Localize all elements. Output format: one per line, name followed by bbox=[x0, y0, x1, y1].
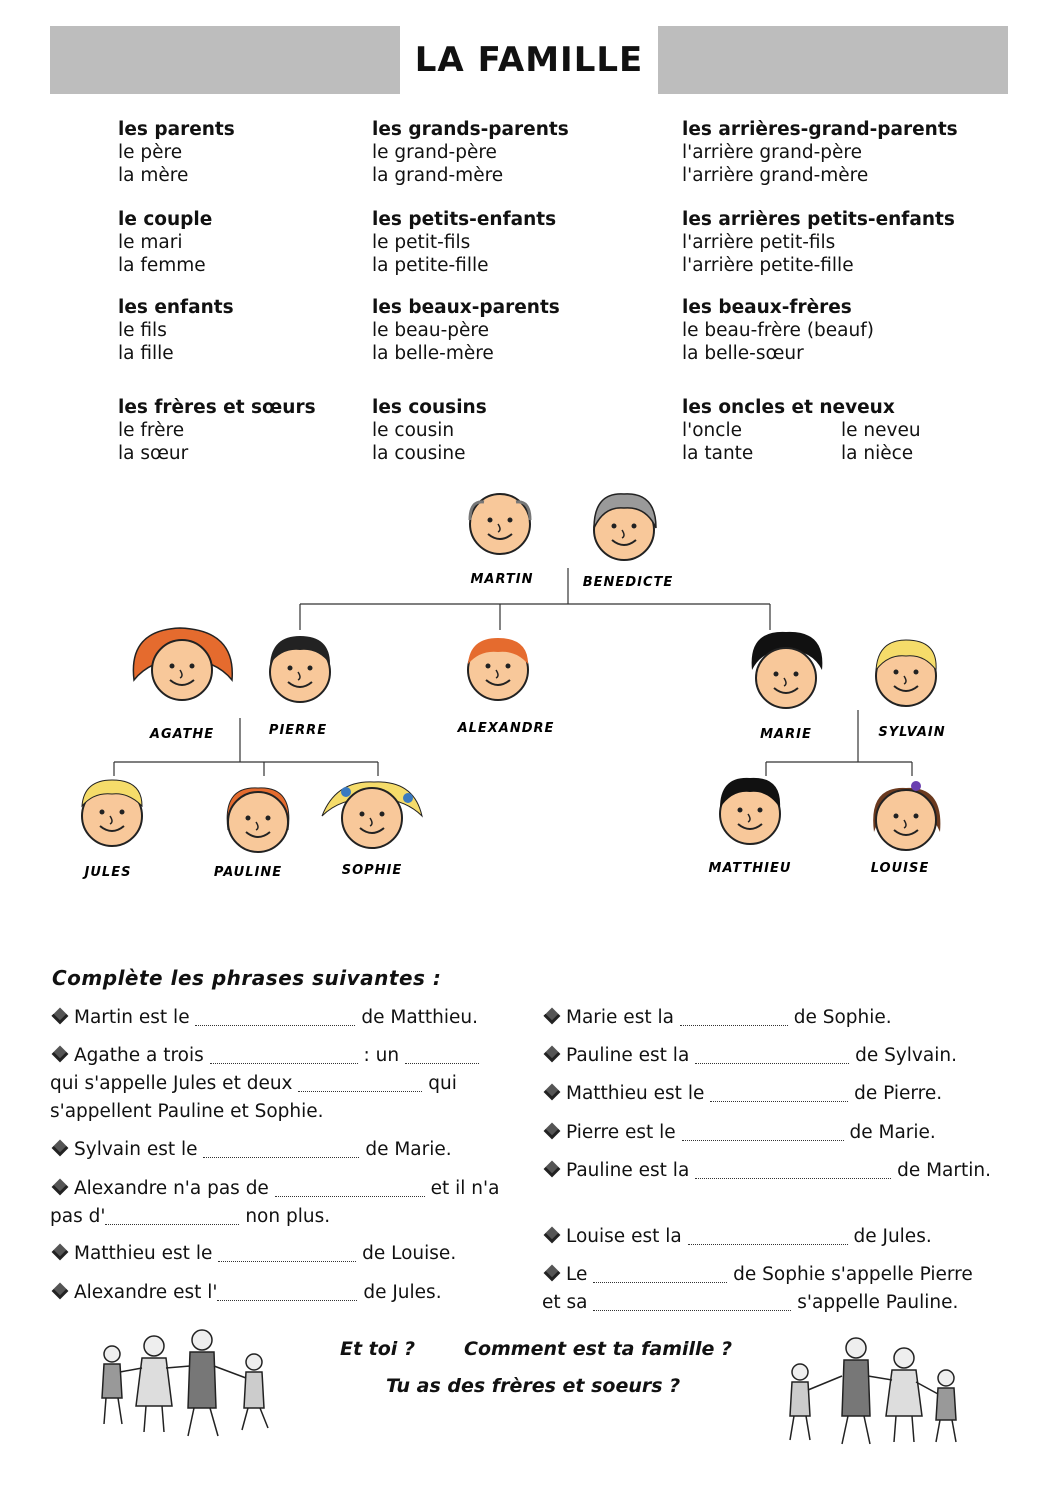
vocab-enfants bbox=[118, 296, 234, 365]
vocab-heading: les grands-parents bbox=[372, 119, 569, 140]
vocab-line: la belle-mère bbox=[372, 343, 494, 364]
exercise-title: Complète les phrases suivantes : bbox=[52, 966, 442, 990]
vocab-heading: les beaux-parents bbox=[372, 297, 560, 318]
exercise-right-2: Pauline est la de Sylvain. bbox=[542, 1042, 1022, 1070]
name-sylvain: SYLVAIN bbox=[878, 725, 946, 740]
face-pauline-icon bbox=[227, 788, 289, 852]
exercise-left-4: Alexandre n'a pas de et il n'a pas d' non plus. bbox=[50, 1178, 500, 1227]
vocab-line: la cousine bbox=[372, 443, 466, 464]
bullet-icon bbox=[544, 1046, 561, 1063]
answer-blank[interactable] bbox=[203, 1139, 359, 1158]
answer-blank[interactable] bbox=[217, 1282, 357, 1301]
footer-question-3: Tu as des frères et soeurs ? bbox=[386, 1375, 681, 1397]
exercise-right-7: Le de Sophie s'appelle Pierre et sa s'appelle Pauline. bbox=[542, 1264, 973, 1313]
vocab-cousins bbox=[372, 396, 487, 465]
answer-blank[interactable] bbox=[680, 1007, 788, 1026]
vocab-heading: les petits-enfants bbox=[372, 209, 557, 230]
bullet-icon bbox=[544, 1265, 561, 1282]
face-louise-icon bbox=[873, 781, 940, 850]
vocab-arrieres-petits-enfants bbox=[682, 208, 955, 277]
vocab-heading: les beaux-frères bbox=[682, 297, 852, 318]
name-louise: LOUISE bbox=[870, 861, 930, 876]
bullet-icon bbox=[52, 1283, 69, 1300]
vocab-line: la tante bbox=[682, 443, 754, 464]
vocab-heading: les cousins bbox=[372, 397, 487, 418]
vocab-line: le mari bbox=[118, 232, 183, 253]
vocab-line: la mère bbox=[118, 165, 189, 186]
vocab-line: le petit-fils bbox=[372, 232, 471, 253]
answer-blank[interactable] bbox=[298, 1073, 422, 1092]
exercise-right-6: Louise est la de Jules. bbox=[542, 1223, 1022, 1251]
vocab-line: la grand-mère bbox=[372, 165, 504, 186]
answer-blank[interactable] bbox=[405, 1045, 479, 1064]
vocab-petits-enfants bbox=[372, 208, 556, 277]
vocab-line: la fille bbox=[118, 343, 174, 364]
vocab-heading: les arrières petits-enfants bbox=[682, 209, 955, 230]
footer-question-2: Comment est ta famille ? bbox=[464, 1338, 733, 1360]
vocab-line: la petite-fille bbox=[372, 255, 489, 276]
answer-blank[interactable] bbox=[218, 1243, 356, 1262]
bullet-icon bbox=[544, 1084, 561, 1101]
title-bar-left bbox=[50, 26, 400, 94]
name-jules: JULES bbox=[84, 865, 132, 880]
answer-blank[interactable] bbox=[710, 1083, 848, 1102]
vocab-line: l'arrière grand-père bbox=[682, 142, 862, 163]
vocab-oncles-neveux bbox=[682, 396, 921, 465]
vocab-parents bbox=[118, 118, 235, 187]
bullet-icon bbox=[52, 1179, 69, 1196]
exercise-right-1: Marie est la de Sophie. bbox=[542, 1004, 1022, 1032]
bullet-icon bbox=[544, 1161, 561, 1178]
vocab-beaux-parents bbox=[372, 296, 560, 365]
answer-blank[interactable] bbox=[593, 1264, 727, 1283]
answer-blank[interactable] bbox=[688, 1226, 848, 1245]
vocab-line: le neveu bbox=[841, 420, 921, 441]
answer-blank[interactable] bbox=[593, 1292, 791, 1311]
name-pierre: PIERRE bbox=[268, 723, 328, 738]
answer-blank[interactable] bbox=[682, 1122, 844, 1141]
answer-blank[interactable] bbox=[105, 1206, 239, 1225]
bullet-icon bbox=[544, 1123, 561, 1140]
face-alexandre-icon bbox=[468, 638, 528, 700]
vocab-heading: les arrières-grand-parents bbox=[682, 119, 958, 140]
vocab-line: le frère bbox=[118, 420, 185, 441]
page-title: LA FAMILLE bbox=[400, 26, 658, 94]
bullet-icon bbox=[52, 1008, 69, 1025]
vocab-row bbox=[682, 442, 921, 465]
vocab-beaux-freres bbox=[682, 296, 874, 365]
exercise-left-1: Martin est le de Matthieu. bbox=[50, 1004, 520, 1032]
bullet-icon bbox=[52, 1140, 69, 1157]
vocab-line: l'arrière petite-fille bbox=[682, 255, 854, 276]
bullet-icon bbox=[544, 1008, 561, 1025]
vocab-heading: les enfants bbox=[118, 297, 234, 318]
vocab-line: l'oncle bbox=[682, 420, 742, 441]
answer-blank[interactable] bbox=[695, 1045, 849, 1064]
name-benedicte: BENEDICTE bbox=[582, 575, 674, 590]
vocab-arrieres-grand-parents bbox=[682, 118, 958, 187]
exercise-right-5: Pauline est la de Martin. bbox=[542, 1157, 1022, 1185]
face-martin-icon bbox=[470, 494, 530, 554]
family-figures-right-icon bbox=[780, 1336, 970, 1446]
face-agathe-icon bbox=[133, 628, 232, 700]
name-matthieu: MATTHIEU bbox=[708, 861, 792, 876]
vocab-line: le cousin bbox=[372, 420, 455, 441]
vocab-line: la femme bbox=[118, 255, 206, 276]
name-pauline: PAULINE bbox=[213, 865, 283, 880]
exercise-right-4: Pierre est le de Marie. bbox=[542, 1119, 1022, 1147]
vocab-line: le beau-frère (beauf) bbox=[682, 320, 874, 341]
footer-question-1: Et toi ? bbox=[340, 1338, 415, 1360]
face-pierre-icon bbox=[270, 636, 330, 702]
bullet-icon bbox=[544, 1227, 561, 1244]
answer-blank[interactable] bbox=[195, 1007, 355, 1026]
vocab-grands-parents bbox=[372, 118, 569, 187]
family-tree bbox=[0, 480, 1058, 900]
vocab-heading: les oncles et neveux bbox=[682, 397, 895, 418]
face-jules-icon bbox=[82, 780, 142, 846]
face-marie-icon bbox=[752, 632, 823, 708]
name-alexandre: ALEXANDRE bbox=[457, 721, 555, 736]
vocab-line: la nièce bbox=[841, 443, 914, 464]
face-matthieu-icon bbox=[720, 778, 780, 844]
vocab-line: le grand-père bbox=[372, 142, 497, 163]
vocab-line: le père bbox=[118, 142, 183, 163]
vocab-line: la sœur bbox=[118, 443, 189, 464]
title-bar-right bbox=[658, 26, 1008, 94]
bullet-icon bbox=[52, 1046, 69, 1063]
vocab-heading: les frères et sœurs bbox=[118, 397, 316, 418]
vocab-line: l'arrière petit-fils bbox=[682, 232, 836, 253]
vocab-freres-soeurs bbox=[118, 396, 316, 465]
vocab-row bbox=[682, 419, 921, 442]
vocab-heading: le couple bbox=[118, 209, 213, 230]
vocab-line: l'arrière grand-mère bbox=[682, 165, 869, 186]
vocab-line: le fils bbox=[118, 320, 167, 341]
exercise-left-6: Alexandre est l' de Jules. bbox=[50, 1279, 520, 1307]
face-sophie-icon bbox=[322, 782, 422, 848]
name-martin: MARTIN bbox=[470, 572, 534, 587]
face-benedicte-icon bbox=[594, 494, 656, 560]
vocab-couple bbox=[118, 208, 212, 277]
name-sophie: SOPHIE bbox=[341, 863, 403, 878]
exercise-right-3: Matthieu est le de Pierre. bbox=[542, 1080, 1022, 1108]
vocab-heading: les parents bbox=[118, 119, 235, 140]
bullet-icon bbox=[52, 1244, 69, 1261]
exercise-left-3: Sylvain est le de Marie. bbox=[50, 1136, 520, 1164]
exercise-left-2: Agathe a trois : un qui s'appelle Jules et deux qui s'appellent Pauline et Sophie. bbox=[50, 1042, 520, 1126]
family-figures-left-icon bbox=[92, 1328, 282, 1438]
name-agathe: AGATHE bbox=[149, 727, 215, 742]
exercise-left-5: Matthieu est le de Louise. bbox=[50, 1240, 520, 1268]
answer-blank[interactable] bbox=[695, 1160, 891, 1179]
vocab-line: le beau-père bbox=[372, 320, 489, 341]
name-marie: MARIE bbox=[760, 727, 812, 742]
vocab-line: la belle-sœur bbox=[682, 343, 804, 364]
answer-blank[interactable] bbox=[275, 1178, 425, 1197]
face-sylvain-icon bbox=[876, 640, 936, 706]
answer-blank[interactable] bbox=[210, 1045, 358, 1064]
